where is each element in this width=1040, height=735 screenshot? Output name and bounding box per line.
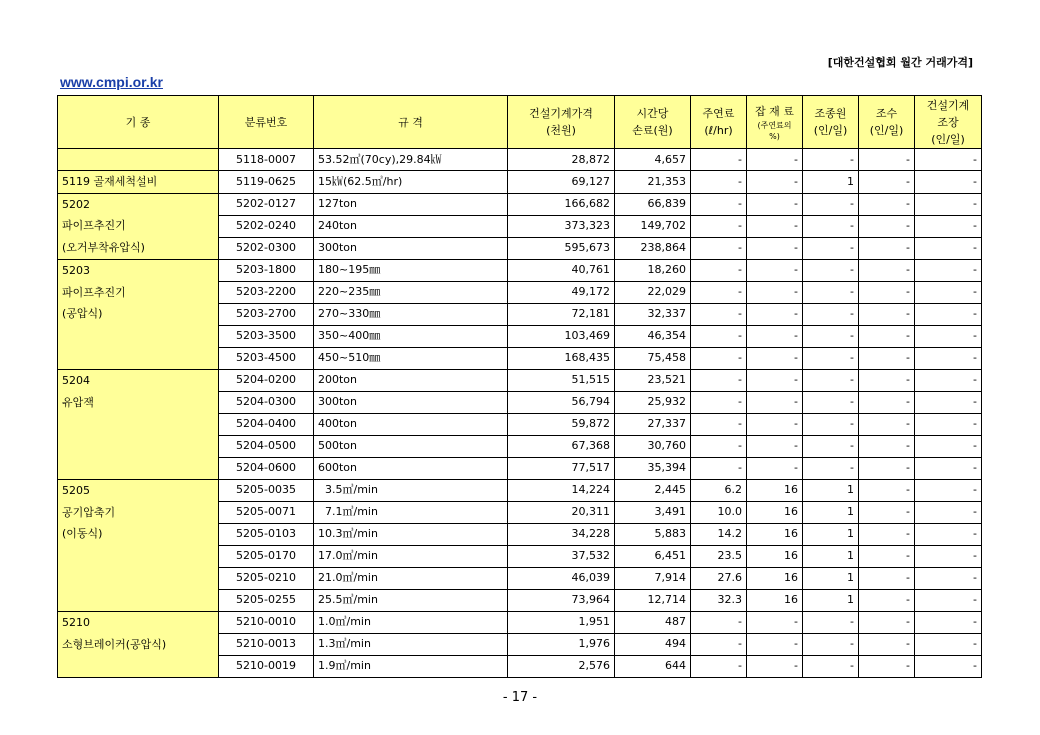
cell-code: 5204-0200 [219, 369, 314, 391]
cell-fuel: - [691, 281, 747, 303]
cell-op: 1 [803, 171, 859, 194]
cell-misc: 16 [747, 501, 803, 523]
cell-loss: 6,451 [615, 545, 691, 567]
cell-asst: - [859, 479, 915, 501]
col-operator [803, 96, 859, 149]
cell-spec: 1.0㎥/min [314, 611, 508, 633]
cell-asst: - [859, 611, 915, 633]
cell-op: 1 [803, 567, 859, 589]
cell-loss: 18,260 [615, 259, 691, 281]
cell-fuel: - [691, 655, 747, 677]
cell-mech: - [915, 325, 982, 347]
cell-mech: - [915, 633, 982, 655]
cell-mech: - [915, 589, 982, 611]
page-number: - 17 - [502, 690, 538, 705]
cell-mech: - [915, 215, 982, 237]
col-misc [747, 96, 803, 149]
cell-loss: 12,714 [615, 589, 691, 611]
cell-price: 28,872 [508, 149, 615, 171]
cell-op: 1 [803, 545, 859, 567]
cell-price: 77,517 [508, 457, 615, 479]
table-row [58, 193, 982, 215]
cell-code: 5210-0010 [219, 611, 314, 633]
cell-fuel: - [691, 325, 747, 347]
cell-misc: - [747, 457, 803, 479]
cell-code: 5205-0035 [219, 479, 314, 501]
cell-loss: 149,702 [615, 215, 691, 237]
equipment-kind-line: 5203 [62, 263, 90, 277]
cell-fuel: - [691, 149, 747, 171]
cell-loss: 644 [615, 655, 691, 677]
col-price-line1: 건설기계가격 [529, 107, 593, 120]
cell-spec: 450~510㎜ [314, 347, 508, 369]
cell-op: - [803, 303, 859, 325]
cell-code: 5202-0240 [219, 215, 314, 237]
cell-price: 34,228 [508, 523, 615, 545]
cell-asst: - [859, 281, 915, 303]
cell-asst: - [859, 589, 915, 611]
cell-fuel: 14.2 [691, 523, 747, 545]
cell-price: 373,323 [508, 215, 615, 237]
table-row [58, 611, 982, 633]
publication-title: [대한건설협회 월간 거래가격] [827, 56, 973, 69]
cell-fuel: - [691, 457, 747, 479]
cell-price: 46,039 [508, 567, 615, 589]
cell-asst: - [859, 215, 915, 237]
cell-fuel: - [691, 391, 747, 413]
cell-op: 1 [803, 523, 859, 545]
cell-price: 168,435 [508, 347, 615, 369]
cell-code: 5204-0400 [219, 413, 314, 435]
equipment-kind-line: 소형브레이커(공압식) [62, 637, 167, 651]
cell-fuel: 32.3 [691, 589, 747, 611]
cell-asst: - [859, 259, 915, 281]
col-kind: 기 종 [58, 96, 219, 149]
cell-price: 49,172 [508, 281, 615, 303]
cell-asst: - [859, 501, 915, 523]
col-price-line2: (천원) [546, 124, 576, 137]
equipment-kind-cell [58, 479, 219, 611]
cell-misc: - [747, 369, 803, 391]
cell-price: 72,181 [508, 303, 615, 325]
cell-spec: 220~235㎜ [314, 281, 508, 303]
cell-code: 5203-2200 [219, 281, 314, 303]
col-mechanic [915, 96, 982, 149]
cell-loss: 23,521 [615, 369, 691, 391]
table-row [58, 259, 982, 281]
cell-price: 14,224 [508, 479, 615, 501]
cell-fuel: - [691, 171, 747, 194]
cell-misc: - [747, 281, 803, 303]
cell-price: 1,951 [508, 611, 615, 633]
cell-spec: 15㎾(62.5㎥/hr) [314, 171, 508, 194]
cell-code: 5205-0255 [219, 589, 314, 611]
cell-op: - [803, 149, 859, 171]
cell-loss: 21,353 [615, 171, 691, 194]
cell-price: 59,872 [508, 413, 615, 435]
cell-price: 67,368 [508, 435, 615, 457]
cell-fuel: - [691, 413, 747, 435]
cell-code: 5204-0600 [219, 457, 314, 479]
cell-loss: 494 [615, 633, 691, 655]
cell-spec: 53.52㎥(70cy),29.84㎾ [314, 149, 508, 171]
col-misc-line1: 잡 재 료 [755, 104, 794, 118]
col-mechanic-line1: 건설기계 [926, 98, 970, 112]
cell-fuel: - [691, 259, 747, 281]
equipment-kind-cell [58, 611, 219, 677]
cell-asst: - [859, 391, 915, 413]
cell-op: - [803, 325, 859, 347]
col-price [508, 96, 615, 149]
cell-spec: 10.3㎥/min [314, 523, 508, 545]
col-assistant [859, 96, 915, 149]
cell-spec: 180~195㎜ [314, 259, 508, 281]
cell-code: 5202-0300 [219, 237, 314, 259]
col-mechanic-line2: 조장 [937, 115, 959, 129]
cell-spec: 350~400㎜ [314, 325, 508, 347]
equipment-kind-line: (이동식) [62, 527, 103, 541]
col-loss-line1: 시간당 [636, 107, 669, 120]
equipment-kind-line: 파이프추진기 [62, 219, 126, 233]
cell-mech: - [915, 611, 982, 633]
cell-fuel: - [691, 611, 747, 633]
col-loss [615, 96, 691, 149]
equipment-kind-line: (공압식) [62, 307, 103, 321]
cell-asst: - [859, 193, 915, 215]
cell-op: 1 [803, 501, 859, 523]
col-mechanic-line3: (인/일) [931, 132, 965, 146]
cell-mech: - [915, 457, 982, 479]
cell-spec: 3.5㎥/min [314, 479, 508, 501]
cell-price: 51,515 [508, 369, 615, 391]
cell-spec: 240ton [314, 215, 508, 237]
cell-mech: - [915, 567, 982, 589]
cell-spec: 7.1㎥/min [314, 501, 508, 523]
cell-op: - [803, 611, 859, 633]
cell-mech: - [915, 391, 982, 413]
cell-fuel: 27.6 [691, 567, 747, 589]
cell-mech: - [915, 303, 982, 325]
cell-op: - [803, 655, 859, 677]
cell-misc: - [747, 655, 803, 677]
cell-misc: 16 [747, 589, 803, 611]
cell-code: 5205-0071 [219, 501, 314, 523]
cell-price: 2,576 [508, 655, 615, 677]
cell-misc: - [747, 347, 803, 369]
cell-spec: 25.5㎥/min [314, 589, 508, 611]
cell-spec: 270~330㎜ [314, 303, 508, 325]
cell-price: 20,311 [508, 501, 615, 523]
equipment-kind-line: 파이프추진기 [62, 285, 126, 299]
cell-asst: - [859, 457, 915, 479]
cell-mech: - [915, 149, 982, 171]
cell-loss: 27,337 [615, 413, 691, 435]
cell-spec: 1.3㎥/min [314, 633, 508, 655]
cell-price: 69,127 [508, 171, 615, 194]
equipment-kind-line: 5202 [62, 197, 90, 211]
cell-asst: - [859, 149, 915, 171]
cell-misc: 16 [747, 479, 803, 501]
cell-mech: - [915, 523, 982, 545]
cell-loss: 238,864 [615, 237, 691, 259]
col-code: 분류번호 [219, 96, 314, 149]
header-row [58, 96, 982, 149]
cell-code: 5205-0170 [219, 545, 314, 567]
cell-price: 73,964 [508, 589, 615, 611]
cell-misc: - [747, 303, 803, 325]
cell-asst: - [859, 567, 915, 589]
cell-fuel: - [691, 237, 747, 259]
cell-fuel: - [691, 633, 747, 655]
cell-price: 56,794 [508, 391, 615, 413]
cell-misc: - [747, 215, 803, 237]
cell-mech: - [915, 413, 982, 435]
cell-mech: - [915, 369, 982, 391]
cell-loss: 46,354 [615, 325, 691, 347]
col-assistant-line1: 조수 [875, 107, 898, 120]
cell-code: 5210-0013 [219, 633, 314, 655]
cell-code: 5203-1800 [219, 259, 314, 281]
cell-misc: - [747, 435, 803, 457]
table-row [58, 369, 982, 391]
cell-asst: - [859, 171, 915, 194]
cell-loss: 487 [615, 611, 691, 633]
cell-mech: - [915, 655, 982, 677]
equipment-kind-cell [58, 171, 219, 194]
cell-spec: 1.9㎥/min [314, 655, 508, 677]
cell-misc: 16 [747, 545, 803, 567]
equipment-kind-line: 5204 [62, 373, 90, 387]
cell-code: 5118-0007 [219, 149, 314, 171]
cell-op: - [803, 369, 859, 391]
cell-spec: 500ton [314, 435, 508, 457]
col-operator-line1: 조종원 [814, 107, 847, 120]
cell-op: - [803, 347, 859, 369]
col-fuel [691, 96, 747, 149]
table-body [58, 149, 982, 678]
cell-spec: 17.0㎥/min [314, 545, 508, 567]
cell-misc: - [747, 633, 803, 655]
equipment-kind-line: 5205 [62, 483, 90, 497]
cell-price: 1,976 [508, 633, 615, 655]
cell-op: - [803, 435, 859, 457]
equipment-kind-line: 공기압축기 [62, 505, 116, 519]
equipment-kind-cell [58, 193, 219, 259]
table-row [58, 149, 982, 171]
cell-misc: - [747, 259, 803, 281]
cell-op: - [803, 193, 859, 215]
equipment-price-table [57, 95, 982, 678]
cell-mech: - [915, 171, 982, 194]
cell-fuel: 6.2 [691, 479, 747, 501]
cell-mech: - [915, 479, 982, 501]
equipment-kind-line: 유압잭 [62, 395, 94, 409]
cell-code: 5205-0103 [219, 523, 314, 545]
cell-asst: - [859, 369, 915, 391]
cell-code: 5202-0127 [219, 193, 314, 215]
cell-mech: - [915, 281, 982, 303]
col-fuel-line1: 주연료 [702, 107, 735, 120]
cell-price: 40,761 [508, 259, 615, 281]
cell-asst: - [859, 413, 915, 435]
cell-loss: 4,657 [615, 149, 691, 171]
cell-misc: - [747, 611, 803, 633]
cell-fuel: - [691, 303, 747, 325]
cell-asst: - [859, 347, 915, 369]
cell-asst: - [859, 545, 915, 567]
col-assistant-line2: (인/일) [869, 124, 904, 137]
cell-price: 166,682 [508, 193, 615, 215]
cell-op: - [803, 259, 859, 281]
cell-asst: - [859, 237, 915, 259]
cell-code: 5203-2700 [219, 303, 314, 325]
cell-misc: 16 [747, 567, 803, 589]
cell-code: 5205-0210 [219, 567, 314, 589]
cell-misc: - [747, 325, 803, 347]
cell-loss: 35,394 [615, 457, 691, 479]
cell-code: 5203-3500 [219, 325, 314, 347]
col-misc-line2: (주연료의 %) [757, 120, 792, 141]
cell-op: - [803, 281, 859, 303]
cell-mech: - [915, 237, 982, 259]
cell-misc: - [747, 413, 803, 435]
cell-fuel: - [691, 347, 747, 369]
cell-asst: - [859, 523, 915, 545]
cell-code: 5203-4500 [219, 347, 314, 369]
cell-misc: - [747, 149, 803, 171]
cell-loss: 75,458 [615, 347, 691, 369]
equipment-kind-line: (오거부착유압식) [62, 241, 145, 255]
cell-spec: 300ton [314, 237, 508, 259]
cell-price: 595,673 [508, 237, 615, 259]
cell-mech: - [915, 545, 982, 567]
cell-code: 5204-0500 [219, 435, 314, 457]
cell-spec: 127ton [314, 193, 508, 215]
cell-fuel: - [691, 215, 747, 237]
equipment-kind-line: 5119 골재세척설비 [62, 175, 158, 188]
table-row [58, 171, 982, 194]
col-fuel-line2: (ℓ/hr) [704, 124, 733, 137]
col-operator-line2: (인/일) [813, 124, 848, 137]
cell-op: 1 [803, 589, 859, 611]
cell-loss: 3,491 [615, 501, 691, 523]
cell-price: 37,532 [508, 545, 615, 567]
cell-loss: 25,932 [615, 391, 691, 413]
cell-loss: 66,839 [615, 193, 691, 215]
col-spec: 규 격 [314, 96, 508, 149]
cell-fuel: - [691, 369, 747, 391]
cell-loss: 22,029 [615, 281, 691, 303]
cell-asst: - [859, 435, 915, 457]
cell-mech: - [915, 435, 982, 457]
cell-loss: 2,445 [615, 479, 691, 501]
cell-asst: - [859, 325, 915, 347]
cell-misc: - [747, 171, 803, 194]
cell-misc: 16 [747, 523, 803, 545]
cell-asst: - [859, 655, 915, 677]
equipment-kind-cell [58, 259, 219, 369]
cell-loss: 7,914 [615, 567, 691, 589]
equipment-kind-cell [58, 149, 219, 171]
cell-loss: 30,760 [615, 435, 691, 457]
cell-price: 103,469 [508, 325, 615, 347]
cell-spec: 600ton [314, 457, 508, 479]
cell-op: - [803, 413, 859, 435]
cell-spec: 300ton [314, 391, 508, 413]
equipment-kind-line: 5210 [62, 615, 90, 629]
cell-mech: - [915, 501, 982, 523]
cell-code: 5119-0625 [219, 171, 314, 194]
equipment-kind-cell [58, 369, 219, 479]
cell-misc: - [747, 193, 803, 215]
cell-spec: 21.0㎥/min [314, 567, 508, 589]
cell-op: - [803, 457, 859, 479]
cell-op: 1 [803, 479, 859, 501]
cell-asst: - [859, 303, 915, 325]
cell-mech: - [915, 259, 982, 281]
cell-mech: - [915, 347, 982, 369]
cell-spec: 200ton [314, 369, 508, 391]
cell-op: - [803, 391, 859, 413]
table-row [58, 479, 982, 501]
cell-fuel: 10.0 [691, 501, 747, 523]
cell-fuel: - [691, 435, 747, 457]
cell-misc: - [747, 391, 803, 413]
cell-code: 5204-0300 [219, 391, 314, 413]
cell-fuel: - [691, 193, 747, 215]
cell-spec: 400ton [314, 413, 508, 435]
cell-mech: - [915, 193, 982, 215]
cell-op: - [803, 215, 859, 237]
cell-op: - [803, 633, 859, 655]
cell-loss: 5,883 [615, 523, 691, 545]
cell-fuel: 23.5 [691, 545, 747, 567]
cell-op: - [803, 237, 859, 259]
cell-code: 5210-0019 [219, 655, 314, 677]
col-loss-line2: 손료(원) [632, 124, 673, 137]
website-link[interactable]: www.cmpi.or.kr [60, 74, 163, 90]
cell-loss: 32,337 [615, 303, 691, 325]
cell-asst: - [859, 633, 915, 655]
cell-misc: - [747, 237, 803, 259]
